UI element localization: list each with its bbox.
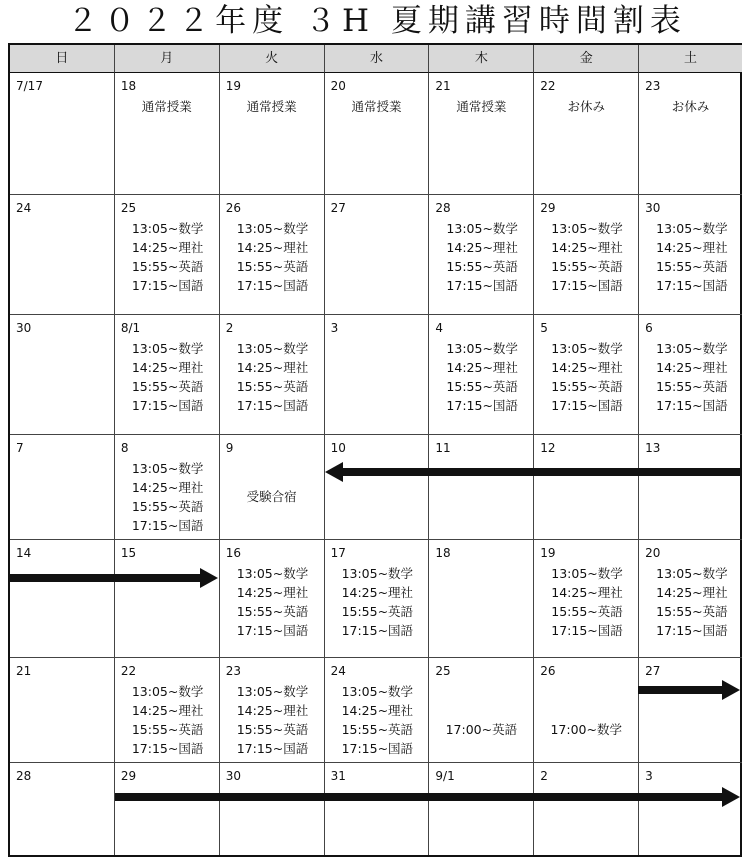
day-cell[interactable]	[534, 658, 639, 763]
day-date: 4	[435, 321, 444, 335]
lesson-line: 13:05~数学	[131, 341, 204, 356]
day-cell[interactable]	[534, 540, 639, 658]
lesson-line: 13:05~数学	[341, 684, 414, 699]
lesson-line: 15:55~英語	[131, 499, 204, 514]
day-cell[interactable]	[534, 763, 639, 855]
lesson-line: 17:15~国語	[131, 741, 204, 756]
lesson-line: 15:55~英語	[551, 379, 623, 394]
weekday-header: 日	[10, 45, 115, 73]
day-date: 17	[330, 546, 346, 560]
day-cell[interactable]	[115, 658, 220, 763]
lesson-list	[342, 682, 414, 758]
day-date: 2	[540, 769, 548, 783]
day-date: 29	[540, 201, 556, 215]
lesson-list	[132, 219, 204, 295]
day-cell[interactable]	[429, 315, 534, 435]
lesson-list	[446, 219, 518, 295]
lesson-line: 17:15~国語	[131, 278, 204, 293]
lesson-line: 17:15~国語	[236, 398, 309, 413]
lesson-line: 13:05~数学	[551, 566, 623, 581]
day-date: 23	[225, 664, 241, 678]
day-cell[interactable]	[429, 540, 534, 658]
day-date: 30	[225, 769, 241, 783]
lesson-list	[551, 219, 623, 295]
day-date: 22	[540, 79, 556, 93]
calendar-grid	[8, 43, 742, 857]
lesson-line: 15:55~英語	[236, 259, 309, 274]
lesson-list	[551, 564, 623, 640]
lesson-line: 14:25~理社	[236, 360, 309, 375]
day-date: 20	[330, 79, 346, 93]
lesson-line: 14:25~理社	[341, 585, 414, 600]
arrow-shaft	[341, 468, 742, 476]
lesson-line: 14:25~理社	[131, 480, 204, 495]
lesson-list	[342, 564, 414, 640]
lesson-line: 17:15~国語	[446, 398, 518, 413]
day-cell[interactable]	[639, 195, 742, 315]
lesson-list	[237, 564, 309, 640]
arrow-head	[722, 787, 740, 807]
day-cell[interactable]	[639, 658, 742, 763]
lesson-line: 13:05~数学	[236, 221, 309, 236]
day-note: 通常授業	[456, 99, 507, 114]
day-date: 25	[120, 201, 137, 215]
day-date: 28	[16, 769, 32, 783]
weekday-header: 火	[220, 45, 325, 73]
day-cell[interactable]	[115, 540, 220, 658]
arrow-shaft	[638, 686, 724, 694]
day-date: 26	[540, 664, 556, 678]
lesson-line: 15:55~英語	[236, 379, 309, 394]
lesson-line: 17:15~国語	[131, 518, 204, 533]
day-date: 20	[645, 546, 661, 560]
lesson-line: 13:05~数学	[656, 566, 728, 581]
day-cell[interactable]	[10, 435, 115, 540]
lesson-list	[446, 339, 518, 415]
arrow-head	[200, 568, 218, 588]
lesson-line: 14:25~理社	[551, 240, 623, 255]
lesson-line: 15:55~英語	[236, 722, 309, 737]
day-date: 31	[330, 769, 346, 783]
day-cell[interactable]	[220, 540, 325, 658]
lesson-line: 17:15~国語	[656, 398, 728, 413]
day-date: 3	[645, 769, 653, 783]
lesson-line: 14:25~理社	[656, 240, 728, 255]
day-cell[interactable]	[639, 315, 742, 435]
day-date: 19	[540, 546, 556, 560]
day-date: 14	[16, 546, 32, 560]
lesson-list	[656, 339, 728, 415]
lesson-line: 17:15~国語	[446, 278, 518, 293]
lesson-line: 17:15~国語	[551, 623, 623, 638]
lesson-list	[656, 219, 728, 295]
day-date: 24	[330, 664, 346, 678]
lesson-list	[656, 564, 728, 640]
row-arrow	[638, 680, 740, 700]
camp-arrow	[325, 462, 742, 482]
day-date: 7/17	[16, 79, 43, 93]
last-row-arrow	[115, 787, 740, 807]
lesson-line: 14:25~理社	[446, 360, 518, 375]
lesson-line: 14:25~理社	[131, 360, 204, 375]
day-date: 18	[435, 546, 451, 560]
lesson-line: 13:05~数学	[446, 221, 518, 236]
day-cell[interactable]	[429, 763, 534, 855]
day-cell[interactable]	[115, 315, 220, 435]
day-cell[interactable]	[325, 195, 430, 315]
day-cell[interactable]	[10, 540, 115, 658]
day-cell[interactable]	[325, 315, 430, 435]
lesson-line: 15:55~英語	[446, 259, 518, 274]
weekday-header: 金	[534, 45, 639, 73]
day-date: 12	[540, 441, 556, 455]
day-cell[interactable]	[639, 73, 742, 195]
day-date: 30	[645, 201, 661, 215]
day-date: 19	[225, 79, 241, 93]
week-arrow	[10, 568, 218, 588]
day-cell[interactable]	[10, 315, 115, 435]
day-cell[interactable]	[115, 763, 220, 855]
day-note: 17:00~数学	[550, 722, 622, 737]
day-cell[interactable]	[220, 315, 325, 435]
day-cell[interactable]	[115, 73, 220, 195]
day-date: 24	[16, 201, 32, 215]
day-date: 8	[120, 441, 129, 455]
day-note: 通常授業	[351, 99, 402, 114]
lesson-line: 17:15~国語	[656, 278, 728, 293]
lesson-line: 13:05~数学	[131, 461, 204, 476]
lesson-line: 14:25~理社	[551, 585, 623, 600]
weekday-header: 土	[639, 45, 742, 73]
day-cell[interactable]	[429, 658, 534, 763]
day-date: 13	[645, 441, 661, 455]
lesson-line: 14:25~理社	[131, 703, 204, 718]
lesson-line: 14:25~理社	[656, 585, 728, 600]
lesson-line: 17:15~国語	[236, 278, 309, 293]
lesson-line: 17:15~国語	[236, 741, 309, 756]
day-cell[interactable]	[639, 435, 742, 540]
lesson-line: 17:15~国語	[341, 623, 414, 638]
lesson-line: 17:15~国語	[341, 741, 414, 756]
lesson-line: 14:25~理社	[446, 240, 518, 255]
lesson-list	[237, 219, 309, 295]
day-cell[interactable]	[115, 435, 220, 540]
day-date: 15	[120, 546, 137, 560]
lesson-line: 13:05~数学	[656, 221, 728, 236]
day-cell[interactable]	[325, 73, 430, 195]
lesson-line: 14:25~理社	[236, 703, 309, 718]
day-date: 5	[540, 321, 548, 335]
day-note: お休み	[671, 99, 710, 114]
lesson-line: 15:55~英語	[131, 379, 204, 394]
lesson-line: 14:25~理社	[341, 703, 414, 718]
day-cell[interactable]	[115, 195, 220, 315]
lesson-line: 14:25~理社	[131, 240, 204, 255]
lesson-line: 13:05~数学	[656, 341, 728, 356]
day-cell[interactable]	[325, 658, 430, 763]
lesson-list	[237, 339, 309, 415]
lesson-line: 17:15~国語	[236, 623, 309, 638]
lesson-line: 17:15~国語	[551, 398, 623, 413]
day-cell[interactable]	[220, 658, 325, 763]
lesson-line: 14:25~理社	[236, 585, 309, 600]
day-date: 2	[225, 321, 234, 335]
lesson-line: 15:55~英語	[656, 259, 728, 274]
lesson-line: 15:55~英語	[656, 604, 728, 619]
day-cell[interactable]	[534, 315, 639, 435]
lesson-line: 14:25~理社	[656, 360, 728, 375]
lesson-line: 13:05~数学	[131, 221, 204, 236]
day-date: 3	[330, 321, 339, 335]
day-date: 25	[435, 664, 451, 678]
day-cell[interactable]	[429, 195, 534, 315]
lesson-list	[132, 459, 204, 535]
lesson-line: 15:55~英語	[341, 722, 414, 737]
lesson-line: 13:05~数学	[131, 684, 204, 699]
lesson-line: 13:05~数学	[446, 341, 518, 356]
day-date: 9	[225, 441, 234, 455]
day-date: 28	[435, 201, 451, 215]
day-date: 7	[16, 441, 24, 455]
day-date: 21	[435, 79, 451, 93]
lesson-line: 15:55~英語	[131, 259, 204, 274]
day-date: 21	[16, 664, 32, 678]
day-cell[interactable]	[639, 763, 742, 855]
day-note: 受験合宿	[246, 489, 297, 504]
day-note: 17:00~英語	[445, 722, 518, 737]
day-date: 23	[645, 79, 661, 93]
day-date: 8/1	[120, 321, 141, 335]
weekday-header: 月	[115, 45, 220, 73]
day-cell[interactable]	[220, 73, 325, 195]
lesson-line: 13:05~数学	[551, 341, 623, 356]
lesson-line: 15:55~英語	[341, 604, 414, 619]
lesson-line: 15:55~英語	[551, 604, 623, 619]
lesson-list	[132, 339, 204, 415]
day-date: 22	[120, 664, 137, 678]
day-cell[interactable]	[325, 540, 430, 658]
lesson-line: 13:05~数学	[236, 341, 309, 356]
day-cell[interactable]	[220, 435, 325, 540]
day-cell[interactable]	[220, 763, 325, 855]
day-cell[interactable]	[325, 435, 430, 540]
lesson-line: 13:05~数学	[236, 684, 309, 699]
lesson-line: 17:15~国語	[551, 278, 623, 293]
day-date: 27	[330, 201, 346, 215]
lesson-line: 13:05~数学	[236, 566, 309, 581]
day-date: 9/1	[435, 769, 455, 783]
day-cell[interactable]	[220, 195, 325, 315]
day-date: 10	[330, 441, 346, 455]
day-cell[interactable]	[534, 435, 639, 540]
day-date: 30	[16, 321, 32, 335]
day-cell[interactable]	[534, 73, 639, 195]
lesson-line: 14:25~理社	[551, 360, 623, 375]
day-date: 16	[225, 546, 241, 560]
day-date: 6	[645, 321, 653, 335]
day-cell[interactable]	[10, 73, 115, 195]
lesson-line: 13:05~数学	[551, 221, 623, 236]
day-cell[interactable]	[429, 435, 534, 540]
weekday-header: 水	[325, 45, 430, 73]
day-cell[interactable]	[10, 763, 115, 855]
lesson-line: 17:15~国語	[131, 398, 204, 413]
day-cell[interactable]	[639, 540, 742, 658]
day-date: 29	[120, 769, 137, 783]
day-date: 18	[120, 79, 137, 93]
day-cell[interactable]	[429, 73, 534, 195]
day-note: 通常授業	[141, 99, 192, 114]
lesson-line: 15:55~英語	[656, 379, 728, 394]
day-cell[interactable]	[325, 763, 430, 855]
arrow-head	[325, 462, 343, 482]
arrow-head	[722, 680, 740, 700]
lesson-line: 17:15~国語	[656, 623, 728, 638]
day-cell[interactable]	[10, 195, 115, 315]
day-date: 11	[435, 441, 451, 455]
day-date: 26	[225, 201, 241, 215]
day-cell[interactable]	[10, 658, 115, 763]
lesson-line: 15:55~英語	[131, 722, 204, 737]
lesson-line: 13:05~数学	[341, 566, 414, 581]
arrow-shaft	[10, 574, 202, 582]
day-note: 通常授業	[246, 99, 297, 114]
lesson-list	[237, 682, 309, 758]
lesson-line: 14:25~理社	[236, 240, 309, 255]
day-cell[interactable]	[534, 195, 639, 315]
page-title: ２０２２年度 ３H 夏期講習時間割表	[67, 3, 687, 39]
day-date: 27	[645, 664, 661, 678]
lesson-line: 15:55~英語	[446, 379, 518, 394]
arrow-shaft	[115, 793, 724, 801]
lesson-list	[132, 682, 204, 758]
lesson-line: 15:55~英語	[236, 604, 309, 619]
lesson-list	[551, 339, 623, 415]
weekday-header: 木	[429, 45, 534, 73]
lesson-line: 15:55~英語	[551, 259, 623, 274]
day-note: お休み	[567, 99, 605, 114]
